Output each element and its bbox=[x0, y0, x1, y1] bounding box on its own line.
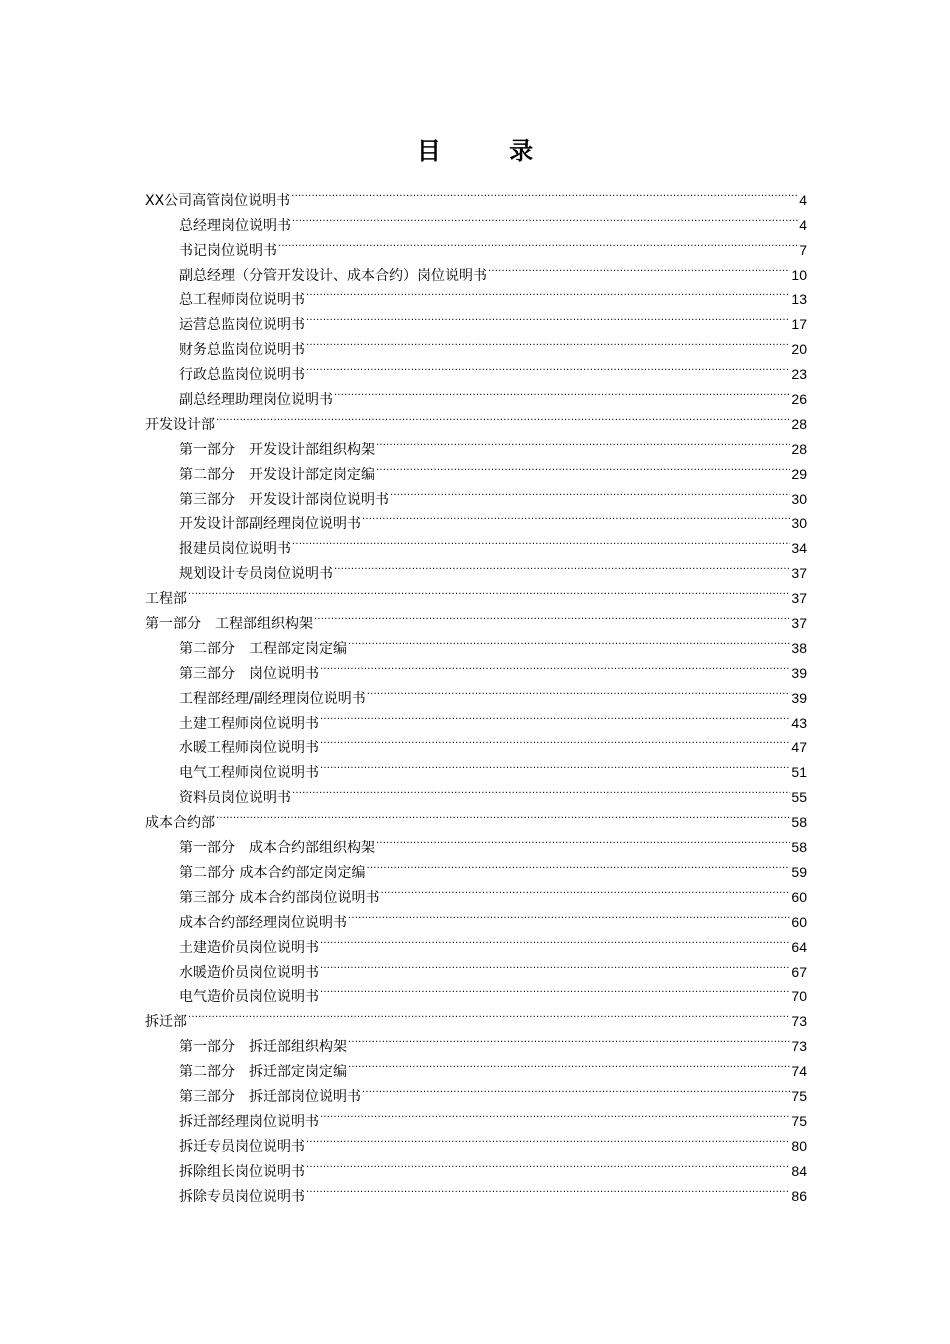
toc-dot-leader bbox=[348, 902, 790, 927]
toc-entry[interactable] bbox=[145, 429, 807, 458]
toc-entry-title: 工程部经理/副经理岗位说明书 bbox=[179, 690, 366, 707]
toc-dot-leader bbox=[292, 528, 790, 553]
toc-dot-leader bbox=[306, 1126, 790, 1151]
toc-entry-title: 成本合约部经理岗位说明书 bbox=[179, 914, 347, 931]
toc-page-number: 70 bbox=[791, 988, 807, 1005]
toc-entry-title: 副总经理（分管开发设计、成本合约）岗位说明书 bbox=[179, 267, 487, 284]
toc-page-number: 43 bbox=[791, 714, 807, 731]
toc-dot-leader bbox=[216, 802, 790, 827]
toc-dot-leader bbox=[380, 877, 790, 902]
toc-entry-title: 开发设计部副经理岗位说明书 bbox=[179, 516, 361, 533]
toc-page-number: 37 bbox=[791, 615, 807, 632]
toc-entry-title: 第三部分 开发设计部岗位说明书 bbox=[179, 491, 389, 508]
toc-dot-leader bbox=[362, 1076, 790, 1101]
toc-page-number: 47 bbox=[791, 739, 807, 756]
toc-page-number: 55 bbox=[791, 789, 807, 806]
toc-dot-leader bbox=[376, 429, 790, 454]
toc-dot-leader bbox=[306, 1151, 790, 1176]
toc-entry[interactable] bbox=[145, 180, 807, 209]
toc-entry-title: 书记岗位说明书 bbox=[179, 242, 277, 259]
toc-dot-leader bbox=[320, 1101, 790, 1126]
toc-page-number: 26 bbox=[791, 391, 807, 408]
table-of-contents bbox=[145, 180, 807, 1205]
toc-page-number: 10 bbox=[791, 266, 807, 283]
toc-dot-leader bbox=[320, 952, 790, 977]
toc-entry[interactable] bbox=[145, 578, 807, 608]
toc-dot-leader bbox=[320, 752, 790, 777]
toc-dot-leader bbox=[334, 379, 790, 404]
toc-entry-title: 规划设计专员岗位说明书 bbox=[179, 566, 333, 583]
toc-page-number: 17 bbox=[791, 316, 807, 333]
toc-entry-title: XX公司高管岗位说明书 bbox=[145, 192, 291, 209]
toc-dot-leader bbox=[306, 304, 790, 329]
toc-page-number: 59 bbox=[791, 863, 807, 880]
toc-entry[interactable] bbox=[145, 603, 807, 633]
toc-entry-title: 报建员岗位说明书 bbox=[179, 541, 291, 558]
toc-dot-leader bbox=[306, 329, 790, 354]
toc-page-number: 4 bbox=[799, 216, 807, 233]
toc-entry-title: 第二部分 开发设计部定岗定编 bbox=[179, 466, 375, 483]
toc-dot-leader bbox=[188, 578, 790, 603]
toc-dot-leader bbox=[320, 927, 790, 952]
toc-dot-leader bbox=[314, 603, 790, 628]
toc-entry-title: 水暖工程师岗位说明书 bbox=[179, 740, 319, 757]
toc-entry-title: 第二部分 成本合约部定岗定编 bbox=[179, 864, 366, 881]
toc-page-number: 34 bbox=[791, 540, 807, 557]
toc-entry-title: 总工程师岗位说明书 bbox=[179, 292, 305, 309]
toc-entry[interactable] bbox=[145, 827, 807, 857]
toc-page-number: 29 bbox=[791, 465, 807, 482]
toc-page-number: 75 bbox=[791, 1112, 807, 1129]
toc-page-number: 4 bbox=[799, 191, 807, 208]
toc-page-number: 80 bbox=[791, 1137, 807, 1154]
toc-entry-title: 土建工程师岗位说明书 bbox=[179, 715, 319, 732]
toc-title: 目 录 bbox=[416, 137, 564, 165]
toc-page-number: 13 bbox=[791, 291, 807, 308]
toc-page-number: 37 bbox=[791, 565, 807, 582]
toc-dot-leader bbox=[488, 255, 790, 280]
toc-page-number: 84 bbox=[791, 1162, 807, 1179]
toc-page-number: 7 bbox=[799, 241, 807, 258]
toc-entry[interactable] bbox=[145, 404, 807, 433]
toc-dot-leader bbox=[348, 1026, 790, 1051]
toc-page-number: 86 bbox=[791, 1187, 807, 1204]
toc-entry-title: 拆除组长岗位说明书 bbox=[179, 1163, 305, 1180]
toc-entry-title: 土建造价员岗位说明书 bbox=[179, 939, 319, 956]
toc-page-number: 73 bbox=[791, 1038, 807, 1055]
toc-dot-leader bbox=[292, 777, 790, 802]
toc-entry-title: 行政总监岗位说明书 bbox=[179, 367, 305, 384]
toc-page-number: 39 bbox=[791, 689, 807, 706]
toc-page-number: 75 bbox=[791, 1087, 807, 1104]
toc-page-number: 30 bbox=[791, 515, 807, 532]
toc-dot-leader bbox=[306, 1176, 790, 1201]
toc-page-number: 73 bbox=[791, 1013, 807, 1030]
toc-page-number: 23 bbox=[791, 366, 807, 383]
toc-entry-title: 第三部分 成本合约部岗位说明书 bbox=[179, 889, 380, 906]
toc-entry-title: 第二部分 拆迁部定岗定编 bbox=[179, 1064, 347, 1081]
toc-entry-title: 电气造价员岗位说明书 bbox=[179, 989, 319, 1006]
toc-entry-title: 第三部分 拆迁部岗位说明书 bbox=[179, 1088, 361, 1105]
toc-entry-title: 第一部分 拆迁部组织构架 bbox=[179, 1039, 347, 1056]
toc-page-number: 39 bbox=[791, 664, 807, 681]
toc-entry[interactable] bbox=[145, 1001, 807, 1031]
toc-entry-title: 电气工程师岗位说明书 bbox=[179, 765, 319, 782]
toc-dot-leader bbox=[362, 504, 790, 529]
toc-entry-title: 拆迁专员岗位说明书 bbox=[179, 1138, 305, 1155]
toc-dot-leader bbox=[320, 703, 790, 728]
toc-entry-title: 开发设计部 bbox=[145, 416, 215, 433]
toc-entry-title: 第一部分 开发设计部组织构架 bbox=[179, 441, 375, 458]
toc-dot-leader bbox=[292, 205, 798, 230]
toc-dot-leader bbox=[188, 1001, 790, 1026]
toc-page-number: 60 bbox=[791, 913, 807, 930]
toc-dot-leader bbox=[320, 653, 790, 678]
toc-dot-leader bbox=[348, 628, 790, 653]
toc-entry-title: 资料员岗位说明书 bbox=[179, 790, 291, 807]
toc-dot-leader bbox=[216, 404, 790, 429]
toc-entry-title: 拆除专员岗位说明书 bbox=[179, 1188, 305, 1205]
toc-page-number: 20 bbox=[791, 341, 807, 358]
toc-entry-title: 成本合约部 bbox=[145, 815, 215, 832]
toc-entry-title: 财务总监岗位说明书 bbox=[179, 342, 305, 359]
toc-dot-leader bbox=[334, 553, 790, 578]
toc-entry-title: 拆迁部经理岗位说明书 bbox=[179, 1113, 319, 1130]
toc-page-number: 67 bbox=[791, 963, 807, 980]
toc-dot-leader bbox=[291, 180, 798, 205]
toc-entry-title: 第一部分 成本合约部组织构架 bbox=[179, 840, 375, 857]
toc-dot-leader bbox=[278, 230, 798, 255]
toc-dot-leader bbox=[348, 1051, 790, 1076]
toc-dot-leader bbox=[320, 728, 790, 753]
toc-entry-title: 总经理岗位说明书 bbox=[179, 217, 291, 234]
toc-page-number: 60 bbox=[791, 888, 807, 905]
toc-page-number: 28 bbox=[791, 415, 807, 432]
toc-page-number: 58 bbox=[791, 839, 807, 856]
toc-page-number: 28 bbox=[791, 440, 807, 457]
toc-dot-leader bbox=[306, 354, 790, 379]
toc-entry-title: 拆迁部 bbox=[145, 1014, 187, 1031]
toc-page-number: 38 bbox=[791, 639, 807, 656]
toc-entry[interactable] bbox=[145, 1026, 807, 1056]
toc-entry-title: 第一部分 工程部组织构架 bbox=[145, 616, 313, 633]
toc-page-number: 37 bbox=[791, 590, 807, 607]
toc-entry-title: 副总经理助理岗位说明书 bbox=[179, 392, 333, 409]
toc-entry-title: 工程部 bbox=[145, 591, 187, 608]
toc-page-number: 74 bbox=[791, 1063, 807, 1080]
toc-entry-title: 水暖造价员岗位说明书 bbox=[179, 964, 319, 981]
toc-dot-leader bbox=[366, 852, 790, 877]
toc-entry-title: 第二部分 工程部定岗定编 bbox=[179, 640, 347, 657]
toc-dot-leader bbox=[367, 678, 791, 703]
toc-dot-leader bbox=[306, 280, 790, 305]
toc-dot-leader bbox=[320, 977, 790, 1002]
toc-entry-title: 第三部分 岗位说明书 bbox=[179, 665, 319, 682]
toc-entry-title: 运营总监岗位说明书 bbox=[179, 317, 305, 334]
toc-entry[interactable] bbox=[145, 802, 807, 832]
toc-dot-leader bbox=[376, 827, 790, 852]
toc-dot-leader bbox=[390, 479, 790, 504]
toc-page-number: 58 bbox=[791, 814, 807, 831]
toc-page-number: 30 bbox=[791, 490, 807, 507]
toc-page-number: 64 bbox=[791, 938, 807, 955]
toc-page-number: 51 bbox=[791, 764, 807, 781]
toc-dot-leader bbox=[376, 454, 790, 479]
